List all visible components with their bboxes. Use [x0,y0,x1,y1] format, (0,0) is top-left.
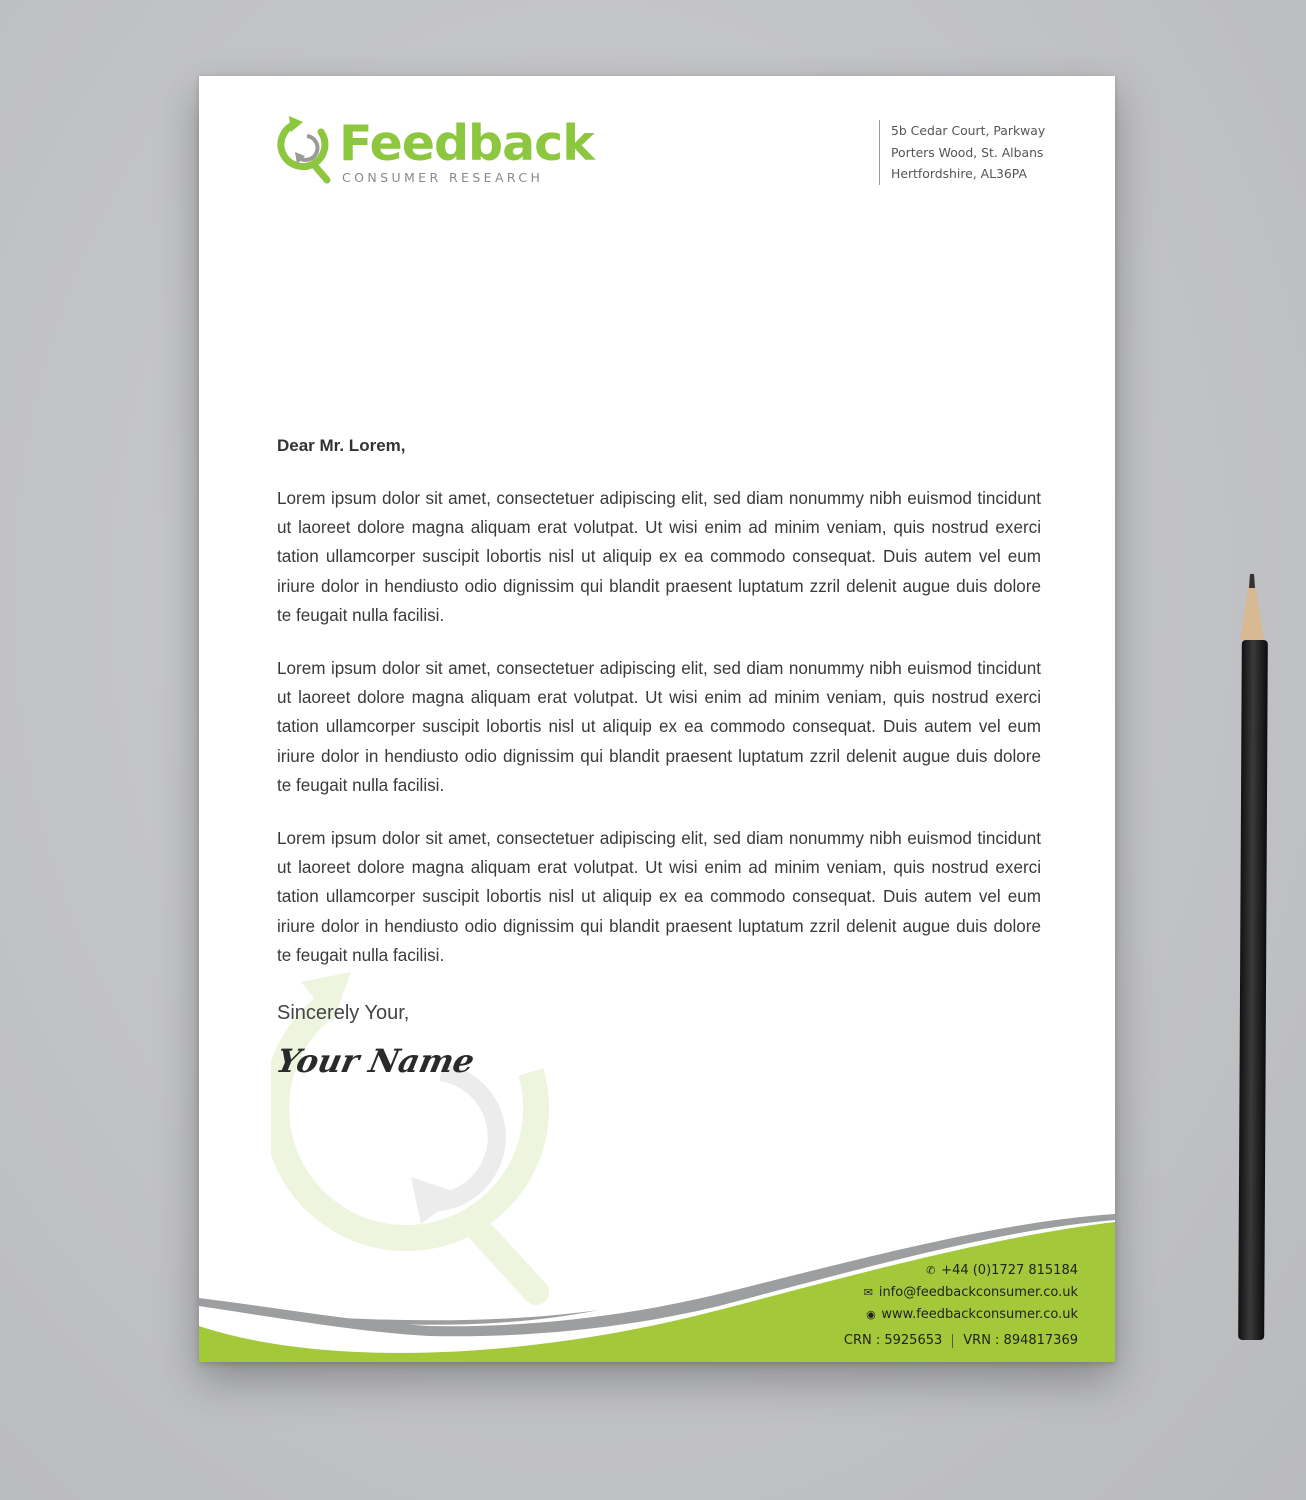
contact-phone [844,1260,1078,1282]
body-paragraph: Lorem ipsum dolor sit amet, consectetuer adipiscing elit, sed diam nonummy nibh euismod tincidunt ut laoreet dolore magna aliquam erat volutpat. Ut wisi enim ad minim veniam, quis nostrud exerci tation ullamcorper suscipit lobortis nisl ut aliquip ex ea commodo consequat. Duis autem vel eum iriure dolor in hendiusto odio dignissim qui blandit praesent luptatum zzril delenit augue duis dolore te feugait nulla facilisi. [277,659,1041,795]
email-icon: ✉ [863,1286,873,1299]
phone-icon: ✆ [926,1264,936,1277]
website-url[interactable]: www.feedbackconsumer.co.uk [881,1307,1078,1322]
vrn-number: VRN : 894817369 [963,1333,1078,1348]
logo-wordmark: Feedback [339,115,594,172]
crn-number: CRN : 5925653 [843,1333,943,1348]
letterhead-paper [199,76,1115,1362]
body-paragraph: Lorem ipsum dolor sit amet, consectetuer adipiscing elit, sed diam nonummy nibh euismod tincidunt ut laoreet dolore magna aliquam erat volutpat. Ut wisi enim ad minim veniam, quis nostrud exerci tation ullamcorper suscipit lobortis nisl ut aliquip ex ea commodo consequat. Duis autem vel eum iriure dolor in hendiusto odio dignissim qui blandit praesent luptatum zzril delenit augue duis dolore te feugait nulla facilisi. [277,489,1041,625]
letter-closing: Sincerely Your, [277,1002,410,1024]
address-line: Hertfordshire, AL36PA [891,166,1027,181]
letter-body [277,484,1041,994]
magnifier-arrows-icon [273,112,333,186]
body-paragraph: Lorem ipsum dolor sit amet, consectetuer adipiscing elit, sed diam nonummy nibh euismod tincidunt ut laoreet dolore magna aliquam erat volutpat. Ut wisi enim ad minim veniam, quis nostrud exerci tation ullamcorper suscipit lobortis nisl ut aliquip ex ea commodo consequat. Duis autem vel eum iriure dolor in hendiusto odio dignissim qui blandit praesent luptatum zzril delenit augue duis dolore te feugait nulla facilisi. [277,829,1041,965]
pencil-image [1234,570,1278,1350]
contact-website [844,1304,1078,1326]
letter-salutation: Dear Mr. Lorem, [277,436,406,455]
divider [952,1334,953,1348]
footer-contacts [844,1260,1078,1352]
address-line: Porters Wood, St. Albans [891,144,1044,160]
contact-email [844,1282,1078,1304]
registration-numbers [844,1330,1078,1352]
company-logo [273,112,594,192]
phone-number: +44 (0)1727 815184 [941,1263,1078,1278]
address-line: 5b Cedar Court, Parkway [891,123,1046,138]
globe-icon: ◉ [866,1308,876,1321]
signature: Your Name [272,1042,478,1080]
logo-subtitle: CONSUMER RESEARCH [342,170,544,185]
email-address[interactable]: info@feedbackconsumer.co.uk [878,1285,1078,1300]
company-address [879,120,1045,185]
